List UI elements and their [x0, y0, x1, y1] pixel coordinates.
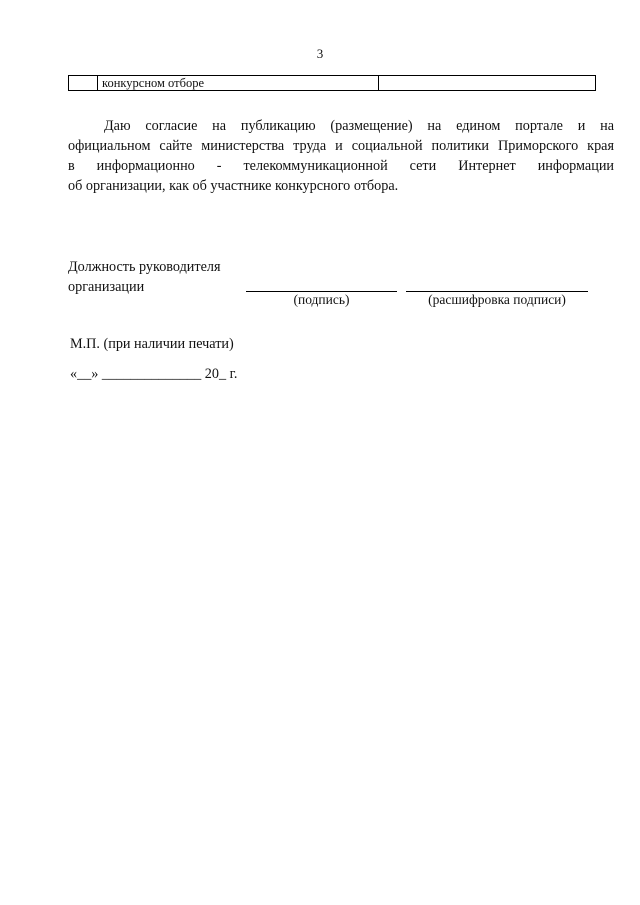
consent-line: официальном сайте министерства труда и социальной политики Приморского края	[68, 138, 614, 154]
position-label-line-2: организации	[68, 279, 145, 295]
signature-caption: (подпись)	[293, 292, 350, 307]
page-number: 3	[316, 46, 324, 61]
table-cell-value	[379, 76, 596, 91]
consent-line: в информационно - телекоммуникационной сети Интернет информации	[68, 158, 614, 174]
consent-line: об организации, как об участнике конкурсного отбора.	[68, 178, 399, 194]
consent-line: Даю согласие на публикацию (размещение) на едином портале и на	[104, 118, 614, 134]
table-cell-criterion: конкурсном отборе	[98, 76, 379, 91]
date-line: «__» ______________ 20_ г.	[70, 366, 238, 382]
consent-paragraph	[68, 116, 614, 196]
position-label-line-1: Должность руководителя	[68, 259, 221, 275]
continuation-table	[68, 75, 596, 91]
table-row	[69, 76, 596, 91]
position-label	[68, 257, 221, 297]
stamp-note: М.П. (при наличии печати)	[70, 336, 234, 352]
signature-decoding-caption: (расшифровка подписи)	[428, 292, 566, 307]
table-cell-number	[69, 76, 98, 91]
